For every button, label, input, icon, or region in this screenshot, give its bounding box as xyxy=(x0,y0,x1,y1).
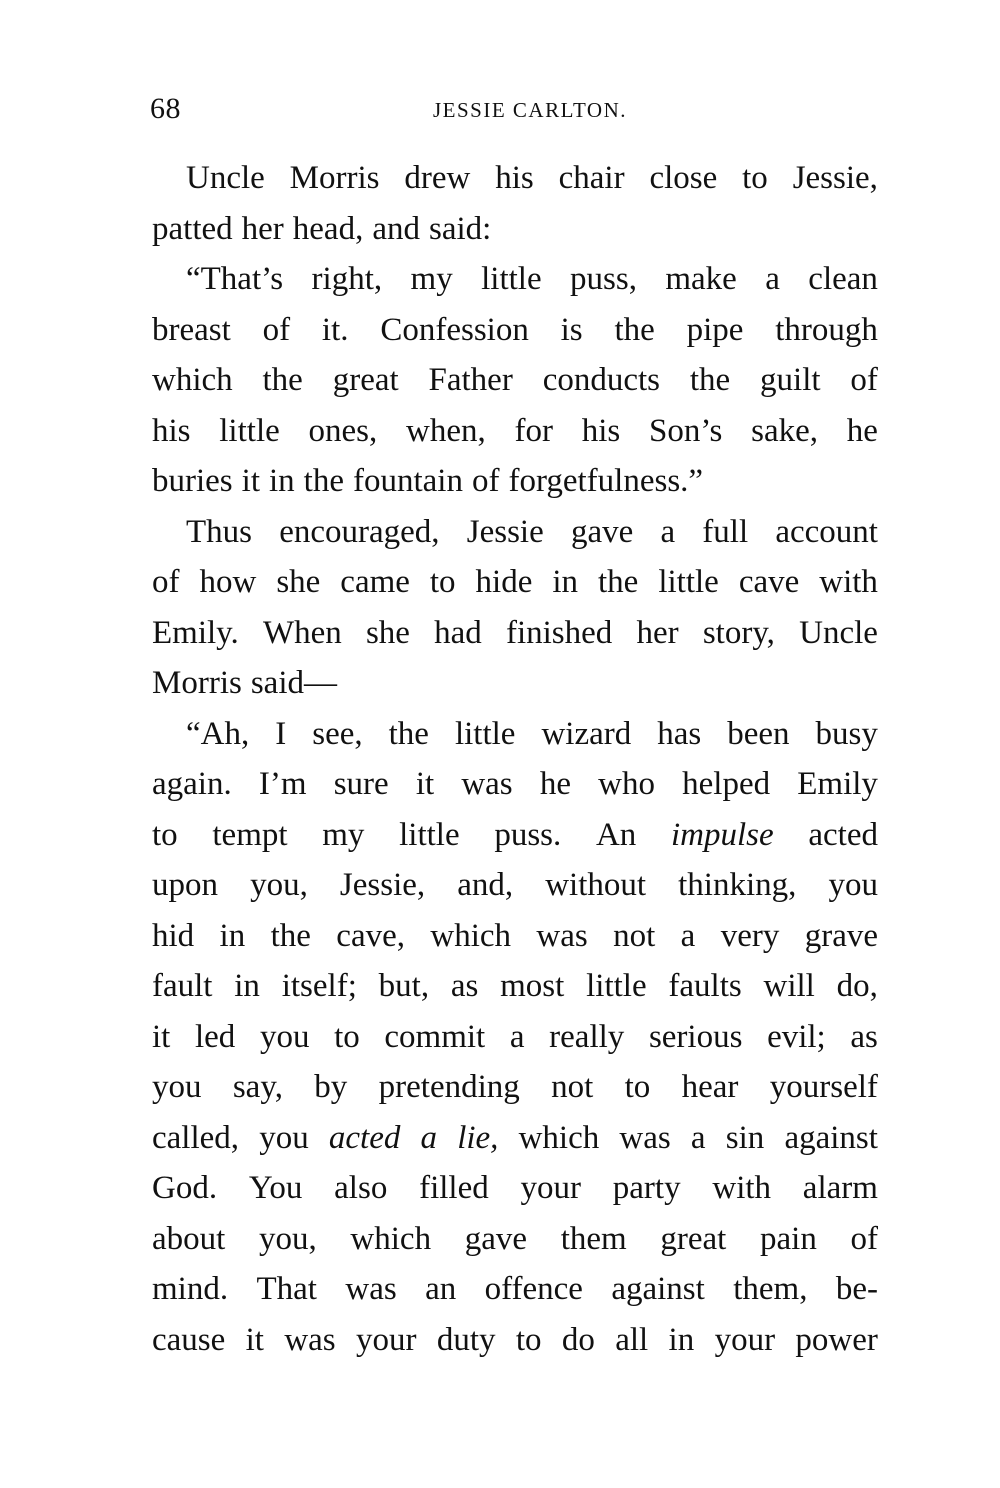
word: them, xyxy=(733,1271,808,1307)
word: as xyxy=(850,1018,878,1055)
text-line xyxy=(152,658,878,709)
word: but, xyxy=(378,968,430,1004)
word: Jessie xyxy=(466,513,544,550)
word: will xyxy=(763,968,815,1004)
word: which xyxy=(518,1119,600,1156)
word: which xyxy=(152,362,233,398)
text-line xyxy=(152,153,878,204)
running-head: JESSIE CARLTON. xyxy=(432,98,628,122)
word: chair xyxy=(558,160,625,196)
word: little xyxy=(481,261,542,297)
word: a xyxy=(660,513,676,550)
word: through xyxy=(775,311,878,348)
word: a xyxy=(690,1119,706,1156)
word: say, xyxy=(232,1069,283,1105)
word: guilt xyxy=(760,362,821,398)
word: hear xyxy=(681,1069,739,1105)
word: you, xyxy=(259,1220,317,1257)
text-line xyxy=(152,406,878,457)
word: of xyxy=(471,463,500,499)
word: to xyxy=(624,1069,651,1105)
word: to xyxy=(334,1018,360,1055)
word: to xyxy=(152,816,178,853)
text-line xyxy=(152,254,878,305)
word: by xyxy=(314,1069,348,1105)
word: power xyxy=(795,1321,878,1358)
word: to xyxy=(429,564,456,600)
word: be- xyxy=(835,1271,878,1307)
word: in xyxy=(552,564,579,600)
word: Jessie, xyxy=(339,867,426,903)
word: little xyxy=(219,412,280,449)
page-number: 68 xyxy=(150,92,181,125)
word: my xyxy=(410,261,453,297)
word: the xyxy=(270,917,311,954)
word: hide xyxy=(475,564,533,600)
word: I’m xyxy=(258,766,307,802)
word: serious xyxy=(648,1018,743,1055)
word: encouraged, xyxy=(279,513,440,550)
word: account xyxy=(775,513,878,550)
word: mind. xyxy=(152,1271,229,1307)
word: about xyxy=(152,1220,226,1257)
text-line xyxy=(152,557,878,608)
word: was xyxy=(619,1119,671,1156)
word: his xyxy=(581,412,621,449)
word: not xyxy=(551,1069,594,1105)
word: buries xyxy=(152,463,233,499)
text-line xyxy=(152,1012,878,1063)
word: fountain xyxy=(353,463,463,499)
word: to xyxy=(515,1321,542,1358)
word: Morris xyxy=(152,665,242,701)
word: when, xyxy=(406,412,486,449)
word: little xyxy=(586,968,647,1004)
word: cave, xyxy=(336,917,405,954)
word: little xyxy=(399,816,460,853)
word: against xyxy=(784,1119,878,1156)
word: in xyxy=(668,1321,695,1358)
word: without xyxy=(545,867,647,903)
word: offence xyxy=(484,1271,583,1307)
word: his xyxy=(152,412,191,449)
word: party xyxy=(612,1170,681,1206)
word: conducts xyxy=(542,362,660,398)
word: which xyxy=(430,917,512,954)
word: you xyxy=(259,1018,310,1055)
word: and xyxy=(372,210,420,247)
word: had xyxy=(434,614,482,651)
word: Jessie, xyxy=(792,160,878,196)
word: great xyxy=(332,362,399,398)
word: helped xyxy=(682,766,771,802)
word: gave xyxy=(570,513,634,550)
word: Emily xyxy=(797,766,878,802)
word: your xyxy=(356,1321,417,1358)
word: of xyxy=(850,362,878,398)
word: close xyxy=(649,160,718,196)
word: the xyxy=(388,715,429,752)
word: full xyxy=(702,513,749,550)
word: impulse xyxy=(671,816,774,853)
word: Thus xyxy=(186,513,252,550)
text-line xyxy=(152,305,878,356)
text-line xyxy=(152,456,878,507)
word: a xyxy=(509,1018,525,1055)
word: them xyxy=(560,1220,627,1257)
word: you, xyxy=(250,867,308,903)
word: the xyxy=(614,311,655,348)
word: how xyxy=(199,564,257,600)
word: the xyxy=(689,362,731,398)
text-line xyxy=(152,1214,878,1265)
word: little xyxy=(454,715,516,752)
text-line xyxy=(152,911,878,962)
word: she xyxy=(365,614,410,651)
word: puss, xyxy=(570,261,637,297)
body-text xyxy=(152,153,878,1365)
text-line xyxy=(152,1113,878,1164)
word: and, xyxy=(457,867,514,903)
word: he xyxy=(846,412,878,449)
word: her xyxy=(241,210,284,247)
text-line xyxy=(152,507,878,558)
word: sake, xyxy=(751,412,819,449)
word: with xyxy=(819,564,878,600)
word: filled xyxy=(419,1170,489,1206)
word: Father xyxy=(428,362,513,398)
word: little xyxy=(658,564,719,600)
word: she xyxy=(276,564,321,600)
word: busy xyxy=(815,715,878,752)
word: head, xyxy=(292,210,364,247)
word: do, xyxy=(836,968,878,1004)
word: cause xyxy=(152,1321,226,1358)
text-line xyxy=(152,1315,878,1366)
word: faults xyxy=(668,968,742,1004)
word: yourself xyxy=(769,1069,878,1105)
word: “Ah, xyxy=(186,715,250,752)
word: against xyxy=(611,1271,705,1307)
word: said: xyxy=(428,210,492,247)
word: her xyxy=(636,614,679,651)
word: he xyxy=(539,766,571,802)
word: who xyxy=(598,766,655,802)
word: duty xyxy=(436,1321,496,1358)
word: God. xyxy=(152,1170,218,1206)
word: it. xyxy=(321,311,349,348)
word: it xyxy=(241,463,260,499)
word: pipe xyxy=(686,311,744,348)
word: led xyxy=(194,1018,236,1055)
word: clean xyxy=(808,261,878,297)
text-line xyxy=(152,1062,878,1113)
word: in xyxy=(269,463,295,499)
word: really xyxy=(549,1018,625,1055)
word: acted xyxy=(328,1119,401,1156)
text-line xyxy=(152,1264,878,1315)
word: said— xyxy=(250,665,338,701)
word: see, xyxy=(312,715,363,752)
word: for xyxy=(514,412,553,449)
text-line xyxy=(152,204,878,255)
word: all xyxy=(615,1321,649,1358)
word: sure xyxy=(333,766,389,802)
word: lie, xyxy=(457,1119,499,1156)
text-line xyxy=(152,860,878,911)
word: fault xyxy=(152,968,213,1004)
text-line xyxy=(152,355,878,406)
word: your xyxy=(714,1321,776,1358)
word: Son’s xyxy=(649,412,723,449)
word: your xyxy=(520,1170,582,1206)
word: most xyxy=(500,968,565,1004)
word: a xyxy=(765,261,780,297)
word: came xyxy=(340,564,410,600)
word: breast xyxy=(152,311,231,348)
word: I xyxy=(275,715,287,752)
word: gave xyxy=(464,1220,528,1257)
word: again. xyxy=(152,766,232,802)
word: with xyxy=(712,1170,772,1206)
word: which xyxy=(350,1220,432,1257)
word: not xyxy=(613,917,656,954)
word: the xyxy=(262,362,303,398)
word: itself; xyxy=(281,968,357,1004)
word: his xyxy=(495,160,534,196)
word: of xyxy=(850,1220,878,1257)
word: a xyxy=(420,1119,438,1156)
word: was xyxy=(345,1271,397,1307)
word: Emily. xyxy=(152,614,239,651)
word: pretending xyxy=(378,1069,520,1105)
word: in xyxy=(234,968,260,1004)
text-line xyxy=(152,709,878,760)
word: great xyxy=(660,1220,727,1257)
word: you xyxy=(828,867,878,903)
word: tempt xyxy=(212,816,288,853)
word: is xyxy=(560,311,583,348)
word: pain xyxy=(760,1220,817,1257)
word: has xyxy=(657,715,702,752)
text-line xyxy=(152,810,878,861)
text-line xyxy=(152,1163,878,1214)
word: finished xyxy=(505,614,613,651)
word: thinking, xyxy=(678,867,797,903)
word: it xyxy=(152,1018,171,1055)
word: it xyxy=(415,766,435,802)
word: drew xyxy=(404,160,471,196)
word: been xyxy=(727,715,790,752)
word: the xyxy=(303,463,344,499)
word: evil; xyxy=(767,1018,826,1055)
word: Uncle xyxy=(186,160,265,196)
word: also xyxy=(334,1170,388,1206)
word: an xyxy=(425,1271,457,1307)
page-header xyxy=(150,92,880,132)
word: a xyxy=(680,917,696,954)
word: was xyxy=(536,917,588,954)
word: of xyxy=(152,564,180,600)
word: acted xyxy=(808,816,878,853)
word: Confession xyxy=(380,311,529,348)
word: hid xyxy=(152,917,195,954)
text-line xyxy=(152,759,878,810)
word: called, xyxy=(152,1119,240,1156)
word: as xyxy=(450,968,479,1004)
word: wizard xyxy=(541,715,632,752)
word: sin xyxy=(725,1119,765,1156)
word: my xyxy=(322,816,365,853)
word: the xyxy=(598,564,639,600)
word: ones, xyxy=(308,412,378,449)
word: An xyxy=(595,816,637,853)
word: alarm xyxy=(802,1170,878,1206)
word: upon xyxy=(152,867,218,903)
word: it xyxy=(245,1321,264,1358)
word: you xyxy=(152,1069,202,1105)
word: When xyxy=(262,614,342,651)
word: commit xyxy=(384,1018,486,1055)
word: forgetfulness.” xyxy=(508,463,704,499)
word: make xyxy=(665,261,737,297)
word: in xyxy=(219,917,246,954)
word: grave xyxy=(804,917,878,954)
word: cave xyxy=(738,564,800,600)
word: was xyxy=(461,766,513,802)
word: patted xyxy=(152,210,233,247)
text-line xyxy=(152,961,878,1012)
word: story, xyxy=(702,614,775,651)
word: That xyxy=(256,1271,317,1307)
text-line xyxy=(152,608,878,659)
word: Uncle xyxy=(799,614,878,651)
word: do xyxy=(561,1321,595,1358)
word: “That’s xyxy=(186,261,284,297)
word: Morris xyxy=(289,160,380,196)
word: you xyxy=(259,1119,309,1156)
word: was xyxy=(284,1321,336,1358)
word: puss. xyxy=(494,816,562,853)
word: very xyxy=(720,917,780,954)
word: of xyxy=(262,311,291,348)
word: to xyxy=(742,160,768,196)
word: right, xyxy=(311,261,383,297)
word: You xyxy=(248,1170,303,1206)
